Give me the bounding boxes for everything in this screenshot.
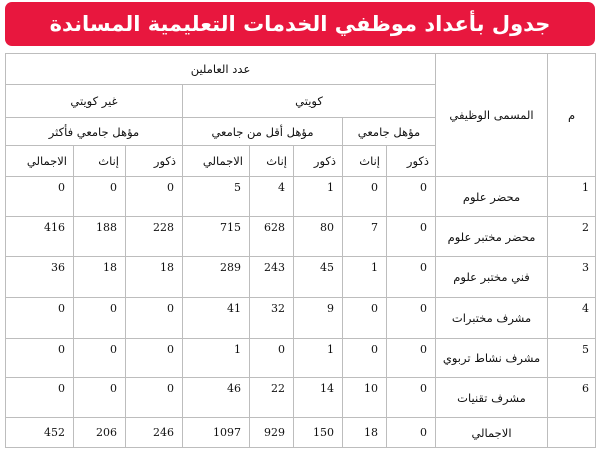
header-total: الاجمالي	[183, 146, 250, 177]
table-row	[6, 339, 596, 378]
header-females: إناث	[74, 146, 126, 177]
row-job-title: مشرف نشاط تربوي	[436, 339, 548, 378]
cell: 452	[6, 418, 74, 448]
cell: 0	[6, 177, 74, 217]
table-row	[6, 298, 596, 339]
row-job-title: محضر مختبر علوم	[436, 217, 548, 257]
cell: 715	[183, 217, 250, 257]
cell: 10	[343, 378, 387, 418]
row-job-title: محضر علوم	[436, 177, 548, 217]
cell: 1097	[183, 418, 250, 448]
cell: 0	[387, 177, 436, 217]
cell: 289	[183, 257, 250, 298]
cell: 0	[74, 378, 126, 418]
cell: 0	[343, 298, 387, 339]
cell: 0	[126, 339, 183, 378]
cell: 18	[343, 418, 387, 448]
cell: 7	[343, 217, 387, 257]
header-qual-univ-above: مؤهل جامعي فأكثر	[6, 118, 183, 146]
row-job-title: مشرف مختبرات	[436, 298, 548, 339]
cell: 0	[250, 339, 294, 378]
cell: 1	[343, 257, 387, 298]
cell: 246	[126, 418, 183, 448]
header-num: م	[548, 54, 596, 177]
cell: 18	[74, 257, 126, 298]
header-qual-univ: مؤهل جامعي	[343, 118, 436, 146]
table-row	[6, 257, 596, 298]
cell: 0	[387, 298, 436, 339]
cell: 0	[74, 339, 126, 378]
cell: 0	[6, 339, 74, 378]
row-number: 5	[548, 339, 596, 378]
cell: 0	[74, 177, 126, 217]
header-males: ذكور	[294, 146, 343, 177]
header-qual-below-univ: مؤهل أقل من جامعي	[183, 118, 343, 146]
cell: 36	[6, 257, 74, 298]
cell: 18	[126, 257, 183, 298]
cell: 0	[387, 257, 436, 298]
header-kuwaiti: كويتي	[183, 85, 436, 118]
row-job-title: فني مختبر علوم	[436, 257, 548, 298]
row-number: 6	[548, 378, 596, 418]
row-number: 1	[548, 177, 596, 217]
cell: 32	[250, 298, 294, 339]
cell: 0	[126, 298, 183, 339]
cell: 80	[294, 217, 343, 257]
cell: 0	[126, 177, 183, 217]
cell: 0	[387, 217, 436, 257]
header-total: الاجمالي	[6, 146, 74, 177]
cell: 0	[387, 418, 436, 448]
cell: 188	[74, 217, 126, 257]
header-job-title: المسمى الوظيفي	[436, 54, 548, 177]
totals-empty-cell	[548, 418, 596, 448]
header-non-kuwaiti: غير كويتي	[6, 85, 183, 118]
cell: 0	[387, 339, 436, 378]
table-row	[6, 217, 596, 257]
cell: 0	[387, 378, 436, 418]
header-males: ذكور	[387, 146, 436, 177]
title-banner	[5, 2, 595, 46]
cell: 628	[250, 217, 294, 257]
cell: 0	[74, 298, 126, 339]
cell: 0	[126, 378, 183, 418]
cell: 243	[250, 257, 294, 298]
cell: 206	[74, 418, 126, 448]
header-females: إناث	[343, 146, 387, 177]
row-job-title: مشرف تقنيات	[436, 378, 548, 418]
cell: 228	[126, 217, 183, 257]
totals-label: الاجمالي	[436, 418, 548, 448]
table-row	[6, 177, 596, 217]
totals-row	[6, 418, 596, 448]
cell: 1	[294, 339, 343, 378]
row-number: 2	[548, 217, 596, 257]
cell: 0	[6, 298, 74, 339]
cell: 14	[294, 378, 343, 418]
cell: 5	[183, 177, 250, 217]
cell: 4	[250, 177, 294, 217]
cell: 0	[343, 339, 387, 378]
employees-table	[5, 53, 596, 448]
cell: 0	[6, 378, 74, 418]
table-row	[6, 378, 596, 418]
row-number: 4	[548, 298, 596, 339]
cell: 22	[250, 378, 294, 418]
cell: 1	[183, 339, 250, 378]
cell: 0	[343, 177, 387, 217]
cell: 41	[183, 298, 250, 339]
cell: 416	[6, 217, 74, 257]
cell: 929	[250, 418, 294, 448]
cell: 9	[294, 298, 343, 339]
cell: 45	[294, 257, 343, 298]
cell: 46	[183, 378, 250, 418]
cell: 1	[294, 177, 343, 217]
row-number: 3	[548, 257, 596, 298]
cell: 150	[294, 418, 343, 448]
page-title: جدول بأعداد موظفي الخدمات التعليمية المساندة	[49, 12, 551, 36]
header-males: ذكور	[126, 146, 183, 177]
header-workers-count: عدد العاملين	[6, 54, 436, 85]
header-females: إناث	[250, 146, 294, 177]
